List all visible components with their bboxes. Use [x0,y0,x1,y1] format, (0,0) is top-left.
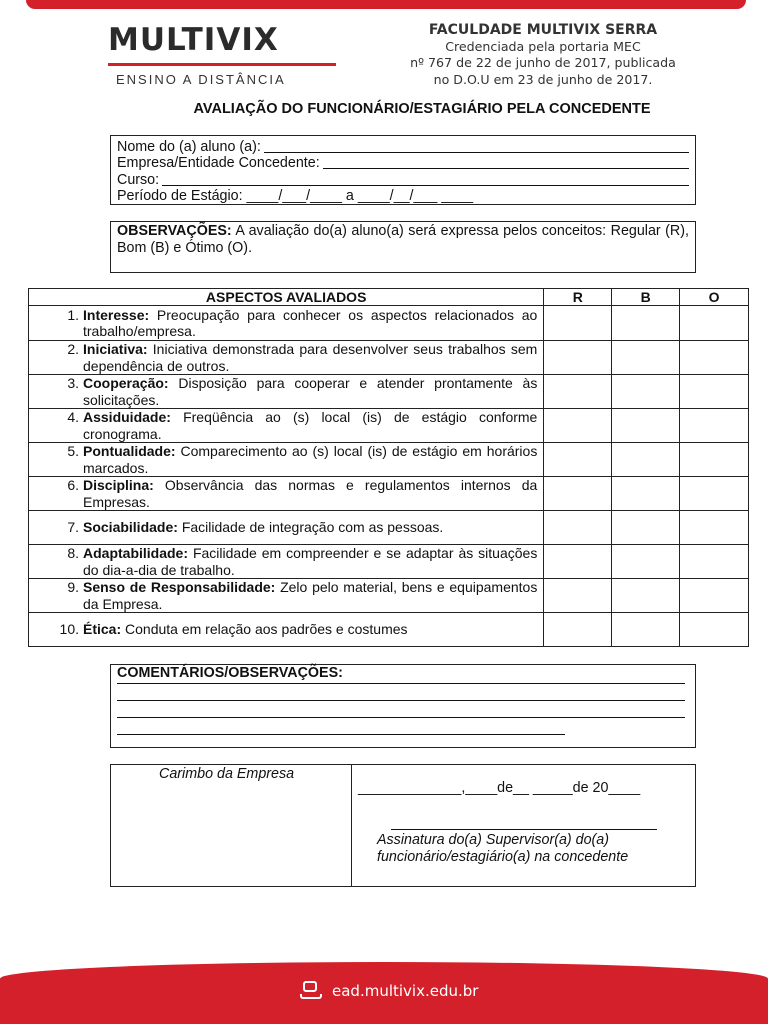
aspect-cell [29,375,544,409]
logo-wordmark: MULTIVIX [108,22,279,58]
comments-box[interactable] [110,664,696,748]
aspect-number: 8. [67,545,79,561]
stamp-label: Carimbo da Empresa [159,766,295,782]
aspect-name: Sociabilidade: [83,519,178,536]
rating-cell-r[interactable] [544,375,612,409]
logo-underline [108,63,336,66]
comment-line [117,683,685,684]
signature-caption-line: funcionário/estagiário(a) na concedente [377,849,629,865]
observations-label: OBSERVAÇÕES: [117,223,232,239]
institution-line: nº 767 de 22 de junho de 2017, publicada [410,55,676,70]
aspect-description: Disposição para cooperar e atender prontamente às solicitações. [83,375,538,408]
comment-line [117,734,565,735]
table-row [29,341,749,375]
document-title: AVALIAÇÃO DO FUNCIONÁRIO/ESTAGIÁRIO PELA CONCEDENTE [193,101,651,117]
aspect-cell [29,409,544,443]
rating-cell-b[interactable] [612,545,680,579]
rating-cell-b[interactable] [612,477,680,511]
aspect-cell [29,306,544,341]
comment-line [117,700,685,701]
institution-line: no D.O.U em 23 de junho de 2017. [433,71,653,87]
table-row [29,545,749,579]
aspect-name: Assiduidade: [83,409,171,425]
institution-info [378,22,708,88]
aspect-cell [29,511,544,545]
table-row [29,579,749,613]
institution-name: FACULDADE MULTIVIX SERRA [428,22,658,38]
aspect-cell [29,579,544,613]
aspect-cell [29,477,544,511]
aspect-name: Iniciativa: [83,341,148,357]
aspect-cell [29,545,544,579]
multivix-logo [108,20,338,92]
aspect-description: Freqüência ao (s) local (is) de estágio conforme cronograma. [83,409,538,442]
top-decorative-band [26,0,746,9]
rating-cell-r[interactable] [544,409,612,443]
aspect-number: 5. [67,443,79,459]
aspect-cell [29,341,544,375]
aspect-name: Adaptabilidade: [83,545,189,561]
company-line [323,168,689,169]
rating-cell-o[interactable] [680,409,749,443]
rating-cell-b[interactable] [612,409,680,443]
rating-cell-o[interactable] [680,613,749,647]
date-line[interactable]: _____________,____de__ _____de 20____ [358,780,641,796]
signature-caption-line: Assinatura do(a) Supervisor(a) do(a) [377,832,610,848]
identification-box [110,135,696,205]
aspect-description: Observância das normas e regulamentos internos da Empresas. [83,477,538,510]
rating-cell-o[interactable] [680,477,749,511]
internship-period-text: Período de Estágio: ____/___/____ a ____/__/___ ____ [117,188,474,204]
aspect-name: Senso de Responsabilidade: [83,579,276,595]
aspect-description: Facilidade de integração com as pessoas. [181,519,444,536]
aspect-number: 1. [67,306,79,323]
aspect-name: Pontualidade: [83,443,176,459]
table-row [29,613,749,647]
student-name-field[interactable] [117,138,689,155]
aspect-cell [29,443,544,477]
table-row [29,443,749,477]
rating-cell-b[interactable] [612,306,680,341]
student-name-line [264,152,689,153]
header-aspects: ASPECTOS AVALIADOS [29,289,544,306]
rating-cell-b[interactable] [612,613,680,647]
observations-box [110,221,696,273]
rating-cell-r[interactable] [544,443,612,477]
rating-cell-r[interactable] [544,341,612,375]
course-label: Curso: [117,171,160,188]
comment-line [117,717,685,718]
aspect-description: Conduta em relação aos padrões e costumes [125,621,408,638]
rating-cell-r[interactable] [544,477,612,511]
rating-cell-r[interactable] [544,306,612,341]
footer [300,981,478,1001]
rating-cell-r[interactable] [544,579,612,613]
observations-text: A avaliação do(a) aluno(a) será expressa pelos conceitos: Regular (R), Bom (B) e Ótimo (O). [117,223,689,256]
course-line [162,185,689,186]
aspect-name: Ética: [83,621,122,638]
aspect-description: Preocupação para conhecer os aspectos relacionados ao trabalho/empresa. [83,306,538,339]
student-name-label: Nome do (a) aluno (a): [117,138,261,155]
header-regular: R [544,289,612,306]
header-otimo: O [680,289,749,306]
rating-cell-b[interactable] [612,579,680,613]
rating-cell-o[interactable] [680,511,749,545]
aspect-name: Cooperação: [83,375,169,391]
company-field[interactable] [117,155,689,172]
rating-cell-r[interactable] [544,613,612,647]
rating-cell-o[interactable] [680,545,749,579]
aspect-number: 7. [67,519,79,536]
aspect-number: 3. [67,375,79,391]
table-row [29,306,749,341]
rating-cell-o[interactable] [680,341,749,375]
aspect-description: Zelo pelo material, bens e equipamentos da Empresa. [83,579,538,612]
signature-line[interactable] [391,829,657,830]
aspect-description: Comparecimento ao (s) local (is) de estágio em horários marcados. [83,443,538,476]
rating-cell-o[interactable] [680,443,749,477]
aspect-description: Facilidade em compreender e se adaptar às situações do dia-a-dia de trabalho. [83,545,538,578]
aspect-description: Iniciativa demonstrada para desenvolver seus trabalhos sem dependência de outros. [83,341,538,374]
rating-cell-b[interactable] [612,511,680,545]
evaluation-table [28,288,749,647]
signature-caption [377,832,628,866]
aspect-number: 4. [67,409,79,425]
rating-cell-r[interactable] [544,545,612,579]
table-row [29,409,749,443]
table-row [29,477,749,511]
aspect-number: 6. [67,477,79,493]
aspect-name: Disciplina: [83,477,154,493]
aspect-number: 9. [67,579,79,595]
course-field[interactable] [117,171,689,188]
table-row [29,511,749,545]
institution-line: Credenciada pela portaria MEC [445,38,641,54]
company-stamp-area[interactable] [111,765,352,886]
rating-cell-b[interactable] [612,375,680,409]
aspect-number: 10. [59,621,79,638]
header-bom: B [612,289,680,306]
footer-url[interactable]: ead.multivix.edu.br [332,982,479,1000]
aspect-cell [29,613,544,647]
laptop-user-icon [300,981,322,1001]
table-row [29,375,749,409]
comments-label: COMENTÁRIOS/OBSERVAÇÕES: [117,665,343,681]
aspect-number: 2. [67,341,79,357]
signature-box [110,764,696,887]
logo-subtitle: ENSINO A DISTÂNCIA [116,72,286,87]
table-header-row [29,289,749,306]
rating-cell-b[interactable] [612,443,680,477]
company-label: Empresa/Entidade Concedente: [117,155,320,171]
rating-cell-o[interactable] [680,306,749,341]
aspect-name: Interesse: [83,306,150,323]
rating-cell-o[interactable] [680,579,749,613]
internship-period-field[interactable] [117,188,689,205]
rating-cell-r[interactable] [544,511,612,545]
rating-cell-o[interactable] [680,375,749,409]
rating-cell-b[interactable] [612,341,680,375]
